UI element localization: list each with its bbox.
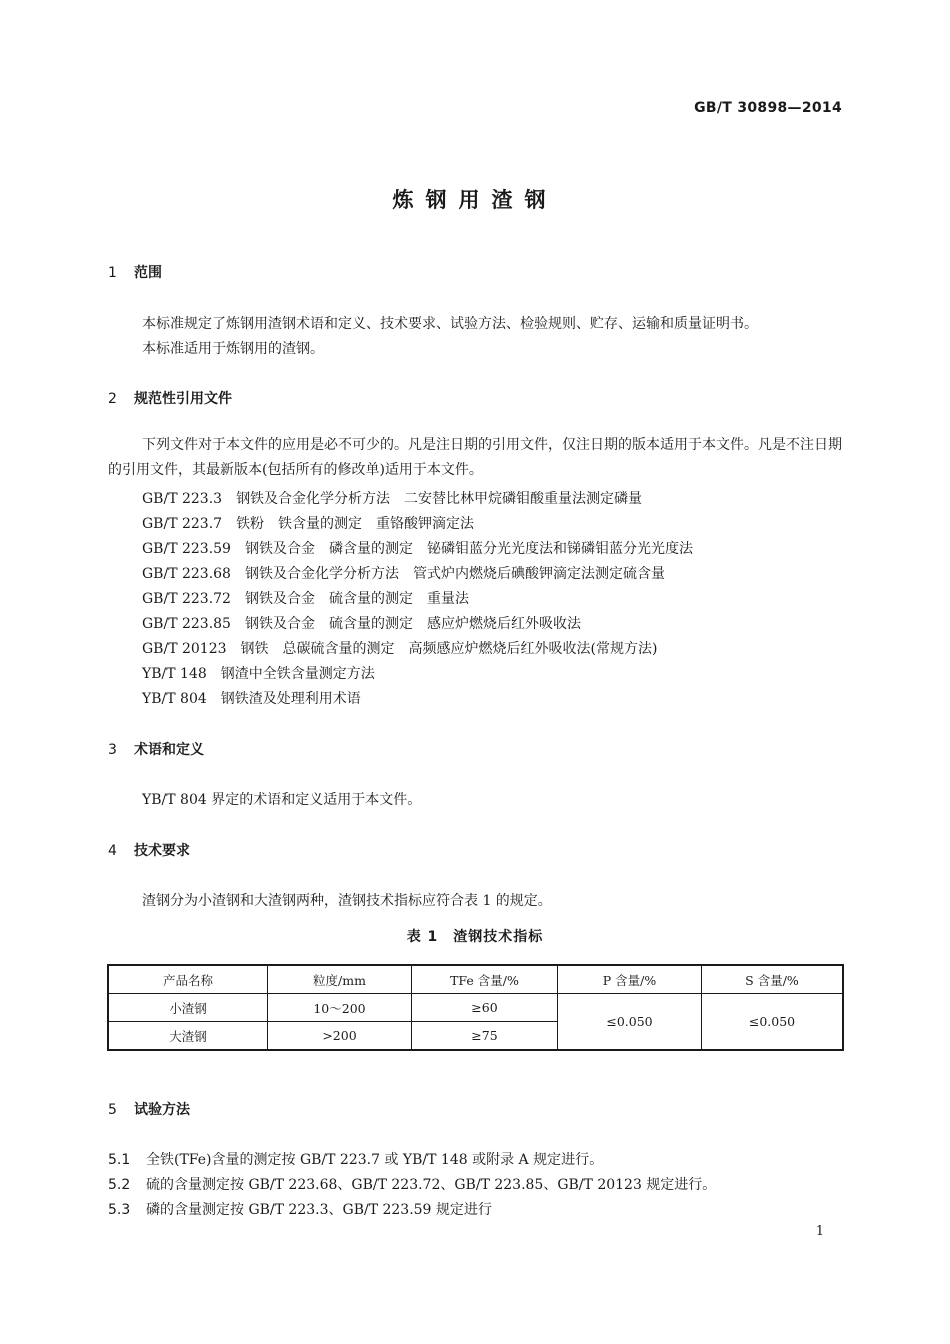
reference-title: 钢铁及合金化学分析方法 二安替比林甲烷磷钼酸重量法测定磷量 [236,491,643,507]
requirements-paragraph: 渣钢分为小渣钢和大渣钢两种，渣钢技术指标应符合表 1 的规定。 [142,893,552,909]
reference-code: GB/T 223.85 [142,616,231,632]
spec-table [107,964,844,1051]
section-title: 术语和定义 [134,742,204,758]
tfe-cell: ≥60 [412,994,558,1022]
column-header: 粒度/mm [268,965,412,994]
references-intro: 下列文件对于本文件的应用是必不可少的。凡是注日期的引用文件，仅注日期的版本适用于本文件。凡是不注日期的引用文件，其最新版本(包括所有的修改单)适用于本文件。 [108,437,842,478]
section-title: 规范性引用文件 [134,391,232,407]
reference-title: 钢铁 总碳硫含量的测定 高频感应炉燃烧后红外吸收法(常规方法) [240,641,658,657]
clause-text: 硫的含量测定按 GB/T 223.68、GB/T 223.72、GB/T 223.85、GB/T 20123 规定进行。 [146,1177,717,1193]
terms-paragraph: YB/T 804 界定的术语和定义适用于本文件。 [142,792,422,808]
reference-item [142,638,657,658]
section-4-heading [108,840,190,860]
reference-code: GB/T 223.72 [142,591,231,607]
reference-item [142,538,693,558]
reference-title: 钢铁渣及处理利用术语 [220,691,361,707]
section-5-heading [108,1099,190,1119]
reference-item [142,588,469,608]
size-cell: >200 [268,1022,412,1051]
section-1-heading [108,262,162,282]
clause-text: 磷的含量测定按 GB/T 223.3、GB/T 223.59 规定进行 [146,1202,492,1218]
clause-number: 5.2 [108,1177,131,1193]
size-cell: 10～200 [268,994,412,1022]
reference-code: GB/T 223.7 [142,516,223,532]
section-number: 2 [108,391,117,407]
column-header: 产品名称 [108,965,268,994]
section-title: 技术要求 [134,843,190,859]
table-caption: 表 1 渣钢技术指标 [406,929,544,945]
reference-title: 钢铁及合金 磷含量的测定 铋磷钼蓝分光光度法和锑磷钼蓝分光光度法 [244,541,693,557]
reference-code: YB/T 804 [142,691,207,707]
clause-number: 5.1 [108,1152,131,1168]
product-name-cell: 大渣钢 [108,1022,268,1051]
table-row [108,994,843,1022]
product-name-cell: 小渣钢 [108,994,268,1022]
reference-item [142,663,375,683]
section-2-heading [108,388,232,408]
reference-item [142,688,361,708]
column-header: P 含量/% [558,965,702,994]
clause-text: 全铁(TFe)含量的测定按 GB/T 223.7 或 YB/T 148 或附录 A 规定进行。 [146,1152,604,1168]
standard-code: GB/T 30898—2014 [694,100,842,116]
reference-item [142,613,581,633]
section-number: 1 [108,265,117,281]
scope-paragraph-1: 本标准规定了炼钢用渣钢术语和定义、技术要求、试验方法、检验规则、贮存、运输和质量证明书。 [142,316,758,332]
reference-code: GB/T 223.3 [142,491,223,507]
tfe-cell: ≥75 [412,1022,558,1051]
p-content-cell: ≤0.050 [558,994,702,1051]
clause-number: 5.3 [108,1202,131,1218]
table-header-row [108,965,843,994]
reference-code: GB/T 223.59 [142,541,231,557]
section-number: 3 [108,742,117,758]
reference-title: 钢铁及合金化学分析方法 管式炉内燃烧后碘酸钾滴定法测定硫含量 [244,566,665,582]
reference-title: 钢渣中全铁含量测定方法 [220,666,375,682]
reference-item [142,513,474,533]
section-number: 5 [108,1102,117,1118]
section-title: 试验方法 [134,1102,190,1118]
clause-5-3 [108,1199,492,1219]
reference-title: 钢铁及合金 硫含量的测定 重量法 [244,591,469,607]
reference-item [142,563,665,583]
column-header: S 含量/% [702,965,844,994]
section-3-heading [108,739,204,759]
clause-5-2 [108,1174,716,1194]
reference-code: GB/T 223.68 [142,566,231,582]
column-header: TFe 含量/% [412,965,558,994]
reference-title: 钢铁及合金 硫含量的测定 感应炉燃烧后红外吸收法 [244,616,581,632]
clause-5-1 [108,1149,603,1169]
scope-paragraph-2: 本标准适用于炼钢用的渣钢。 [142,341,324,357]
reference-title: 铁粉 铁含量的测定 重铬酸钾滴定法 [236,516,475,532]
s-content-cell: ≤0.050 [702,994,844,1051]
page-number: 1 [815,1224,824,1239]
reference-code: GB/T 20123 [142,641,227,657]
section-title: 范围 [134,265,162,281]
reference-code: YB/T 148 [142,666,207,682]
document-title: 炼钢用渣钢 [392,188,558,212]
reference-item [142,488,642,508]
section-number: 4 [108,843,117,859]
